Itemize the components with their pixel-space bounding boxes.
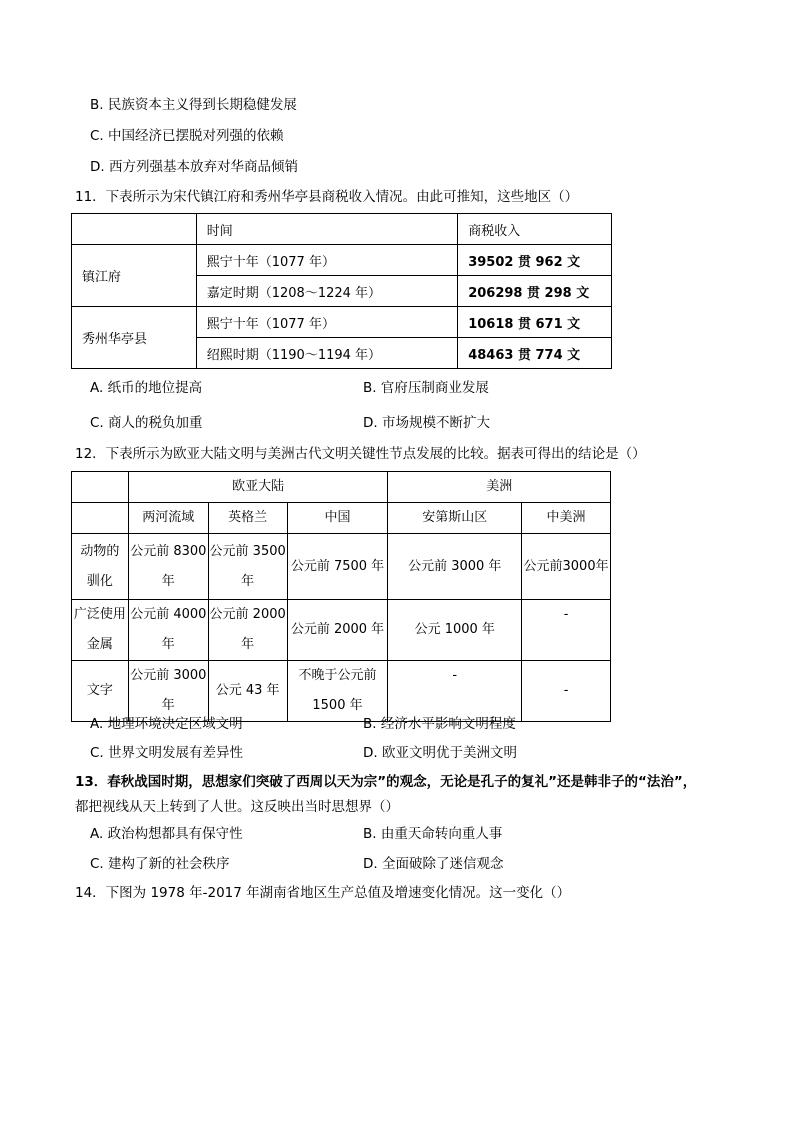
tax-cell: 206298 贯 298 文 [458,276,612,307]
time-cell: 熙宁十年（1077 年） [196,245,457,276]
data-cell: 公元前 4000 年 [128,600,208,661]
data-cell: - [522,600,611,661]
q13-option-b: B. 由重天命转向重人事 [363,826,503,842]
data-cell: 公元前 3000 年 [128,661,208,722]
option-c-prev: C. 中国经济已摆脱对列强的依赖 [90,128,284,144]
q13-option-a: A. 政治构想都具有保守性 [90,826,243,842]
group-americas: 美洲 [388,472,611,503]
table-row [72,245,612,276]
place-cell: 镇江府 [72,245,197,307]
data-cell: 公元前 2000 年 [208,600,287,661]
data-cell: 公元前 3000 年 [388,534,522,600]
row-label: 文字 [72,661,129,722]
question-12-stem: 12．下表所示为欧亚大陆文明与美洲古代文明关键性节点发展的比较。据表可得出的结论是（） [75,446,646,462]
question-11-stem: 11．下表所示为宋代镇江府和秀州华亭县商税收入情况。由此可推知，这些地区（） [75,189,579,205]
q12-option-c: C. 世界文明发展有差异性 [90,745,244,761]
group-eurasia: 欧亚大陆 [128,472,388,503]
option-b-prev: B. 民族资本主义得到长期稳健发展 [90,97,297,113]
table-row [72,214,612,245]
region-header: 安第斯山区 [388,503,522,534]
q12-option-d: D. 欧亚文明优于美洲文明 [363,745,517,761]
tax-cell: 10618 贯 671 文 [458,307,612,338]
table-row [72,307,612,338]
data-cell: 公元 43 年 [208,661,287,722]
q11-tax-table [71,213,612,369]
q11-option-c: C. 商人的税负加重 [90,415,203,431]
header-tax: 商税收入 [458,214,612,245]
time-cell: 嘉定时期（1208～1224 年） [196,276,457,307]
region-header: 中国 [287,503,388,534]
header-time: 时间 [196,214,457,245]
q13-option-c: C. 建构了新的社会秩序 [90,856,230,872]
data-cell: 公元前 7500 年 [287,534,388,600]
data-cell: - [388,661,522,722]
option-d-prev: D. 西方列强基本放弃对华商品倾销 [90,159,298,175]
time-cell: 绍熙时期（1190～1194 年） [196,338,457,369]
data-cell: 公元前3000年 [522,534,611,600]
data-cell: 公元前 8300 年 [128,534,208,600]
data-cell: 公元 1000 年 [388,600,522,661]
row-label: 动物的 驯化 [72,534,129,600]
region-header: 英格兰 [208,503,287,534]
q13-option-d: D. 全面破除了迷信观念 [363,856,504,872]
tax-cell: 39502 贯 962 文 [458,245,612,276]
q12-civilization-table [71,471,611,722]
table-row [72,661,611,722]
table-row [72,600,611,661]
question-13-stem-line1: 13．春秋战国时期，思想家们突破了西周以天为宗”的观念，无论是孔子的复礼”还是韩非子的“法治”， [75,774,697,790]
q11-option-a: A. 纸币的地位提高 [90,380,203,396]
data-cell: 公元前 2000 年 [287,600,388,661]
question-14-stem: 14．下图为 1978 年-2017 年湖南省地区生产总值及增速变化情况。这一变化（） [75,885,571,901]
table-row [72,534,611,600]
table-row [72,503,611,534]
place-cell: 秀州华亭县 [72,307,197,369]
q11-option-b: B. 官府压制商业发展 [363,380,489,396]
time-cell: 熙宁十年（1077 年） [196,307,457,338]
q12-option-a: A. 地理环境决定区域文明 [90,716,243,732]
data-cell: 公元前 3500 年 [208,534,287,600]
data-cell: 不晚于公元前 1500 年 [287,661,388,722]
table-row [72,472,611,503]
tax-cell: 48463 贯 774 文 [458,338,612,369]
question-13-stem-line2: 都把视线从天上转到了人世。这反映出当时思想界（） [75,799,399,815]
row-label: 广泛使用 金属 [72,600,129,661]
q11-option-d: D. 市场规模不断扩大 [363,415,490,431]
data-cell: - [522,661,611,722]
q12-option-b: B. 经济水平影响文明程度 [363,716,516,732]
region-header: 中美洲 [522,503,611,534]
region-header: 两河流域 [128,503,208,534]
